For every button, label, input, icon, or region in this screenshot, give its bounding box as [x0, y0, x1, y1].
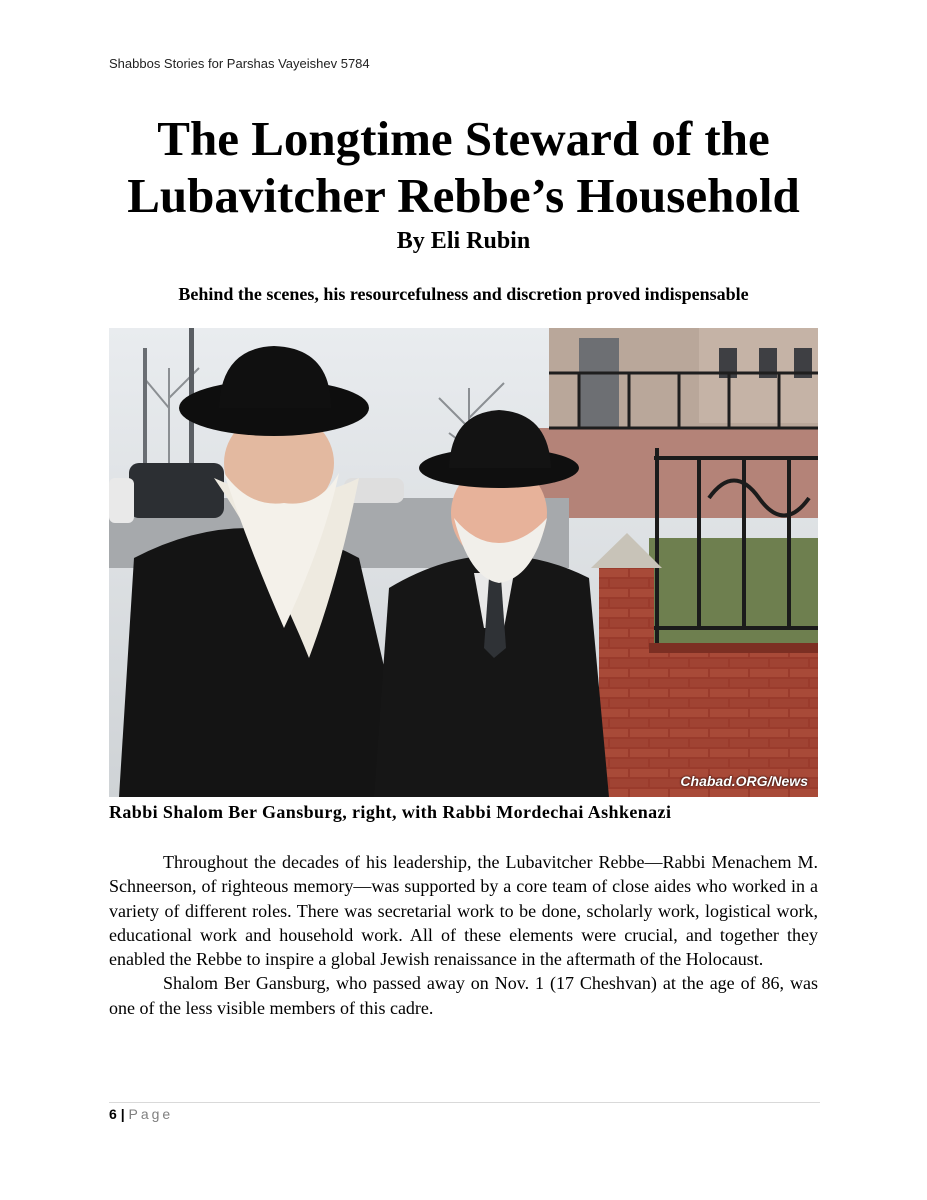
article-body — [109, 850, 818, 1020]
footer-divider — [109, 1102, 820, 1103]
page-footer — [109, 1106, 173, 1122]
photo-caption: Rabbi Shalom Ber Gansburg, right, with Rabbi Mordechai Ashkenazi — [109, 802, 672, 822]
page-number: 6 — [109, 1106, 117, 1122]
photo-watermark: Chabad.ORG/News — [680, 773, 808, 789]
article-title — [60, 110, 867, 224]
title-line-2: Lubavitcher Rebbe’s Household — [127, 168, 800, 223]
title-line-1: The Longtime Steward of the — [157, 111, 770, 166]
subtitle: Behind the scenes, his resourcefulness and discretion proved indispensable — [178, 284, 749, 304]
paragraph-1: Throughout the decades of his leadership, the Lubavitcher Rebbe—Rabbi Menachem M. Schneerson, of righteous memory—was supported by a core team of close aides who worked in a variety of different roles. There was secretarial work to be done, scholarly work, logistical work, educational work and household work. All of these elements were crucial, and together they enabled the Rebbe to inspire a global Jewish renaissance in the aftermath of the Holocaust. — [109, 852, 818, 970]
paragraph-2: Shalom Ber Gansburg, who passed away on Nov. 1 (17 Cheshvan) at the age of 86, was one of the less visible members of this cadre. — [109, 973, 818, 1018]
article-photo — [109, 328, 818, 797]
page-label: Page — [128, 1106, 174, 1122]
page-separator: | — [120, 1106, 125, 1122]
running-header: Shabbos Stories for Parshas Vayeishev 5784 — [109, 56, 370, 71]
photo-illustration — [109, 328, 818, 797]
byline: By Eli Rubin — [396, 228, 531, 254]
